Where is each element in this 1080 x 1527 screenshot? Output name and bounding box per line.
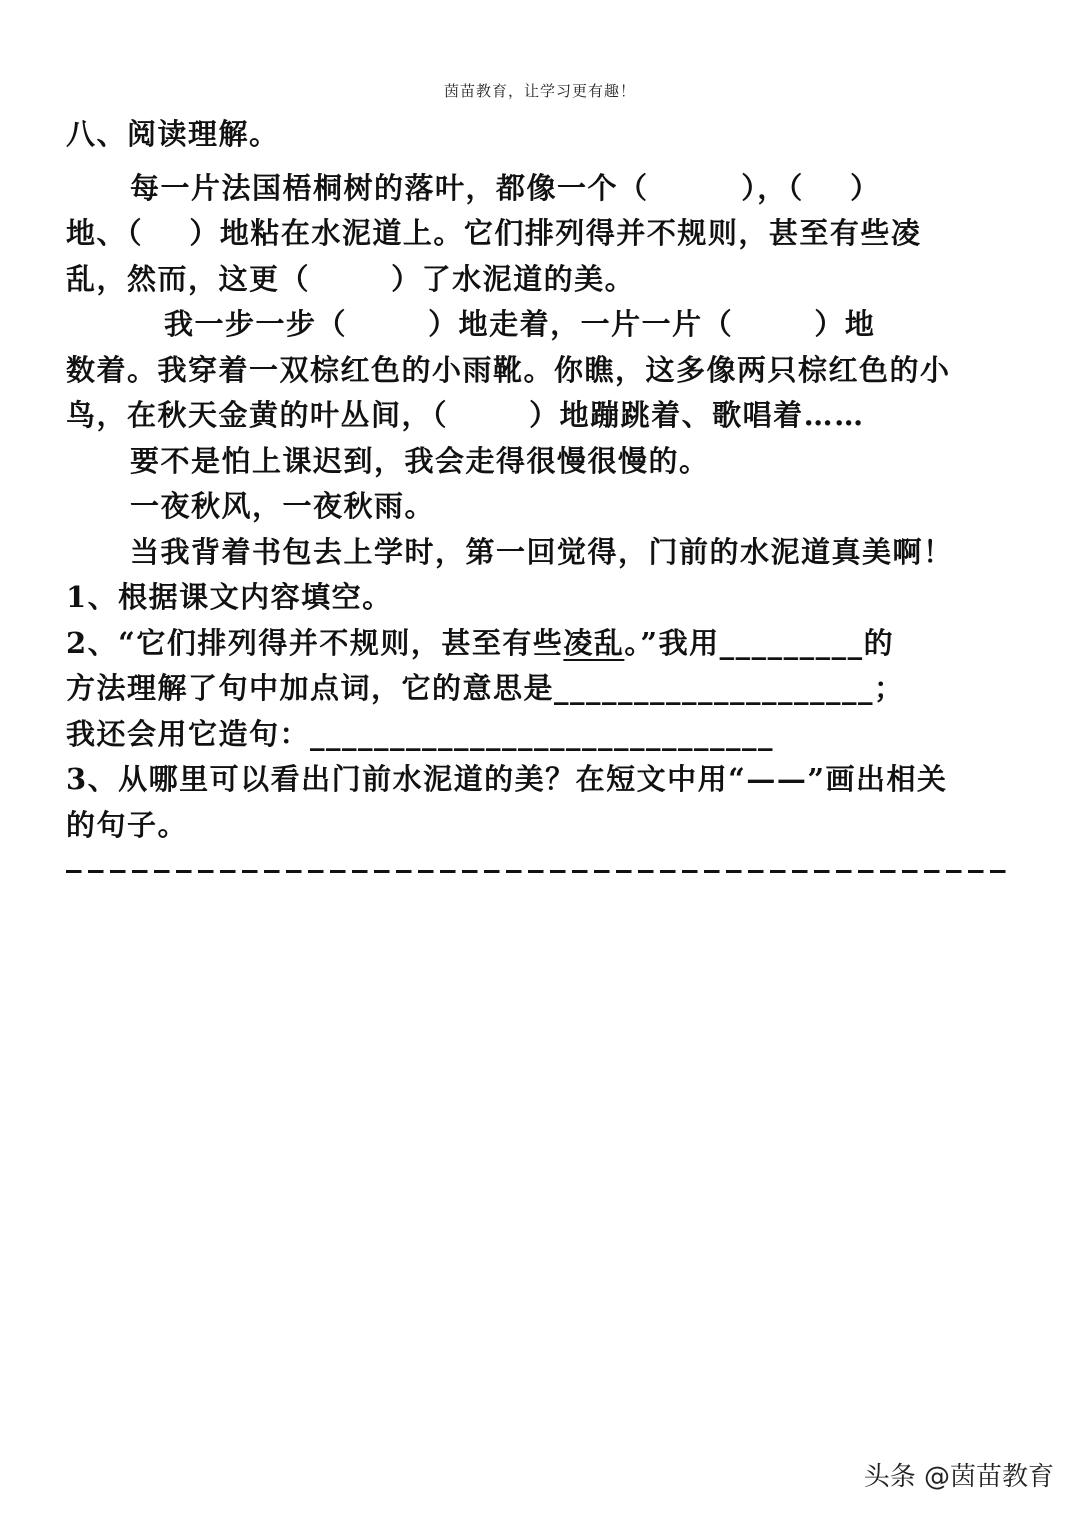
passage-line: 鸟，在秋天金黄的叶丛间，（ ）地蹦跳着、歌唱着……	[66, 398, 865, 432]
passage-line: 地、（ ）地粘在水泥道上。它们排列得并不规则，甚至有些凌	[66, 216, 922, 250]
question-2-text-a: 2、“它们排列得并不规则，甚至有些	[66, 625, 564, 660]
passage-line: 乱，然而，这更（ ）了水泥道的美。	[66, 261, 636, 296]
passage-line: 要不是怕上课迟到，我会走得很慢很慢的。	[130, 443, 710, 478]
watermark: 头条 @茵苗教育	[863, 1462, 1054, 1492]
answer-line[interactable]	[66, 870, 1006, 873]
page-header: 茵苗教育，让学习更有趣！	[443, 82, 636, 100]
question-1: 1、根据课文内容填空。	[66, 580, 393, 614]
question-2	[66, 621, 1016, 667]
dotted-word: 凌乱	[563, 625, 625, 660]
question-2-text-b: 。”我用_________的	[624, 625, 895, 660]
worksheet-content	[66, 112, 1016, 873]
question-2-line-2: 方法理解了句中加点词，它的意思是____________________；	[66, 671, 905, 705]
section-title: 八、阅读理解。	[66, 117, 280, 151]
passage-line: 每一片法国梧桐树的落叶，都像一个（ ），（ ）	[130, 170, 881, 205]
question-2-line-3: 我还会用它造句：_____________________________	[66, 716, 775, 751]
passage-line: 一夜秋风，一夜秋雨。	[130, 489, 436, 523]
question-3: 3、从哪里可以看出门前水泥道的美？在短文中用“——”画出相关	[66, 762, 948, 796]
passage-line: 当我背着书包去上学时，第一回觉得，门前的水泥道真美啊！	[130, 534, 954, 569]
passage-line: 我一步一步（ ）地走着，一片一片（ ）地	[164, 307, 876, 341]
question-3-line-2: 的句子。	[66, 807, 189, 842]
passage-line: 数着。我穿着一双棕红色的小雨靴。你瞧，这多像两只棕红色的小	[66, 352, 951, 387]
